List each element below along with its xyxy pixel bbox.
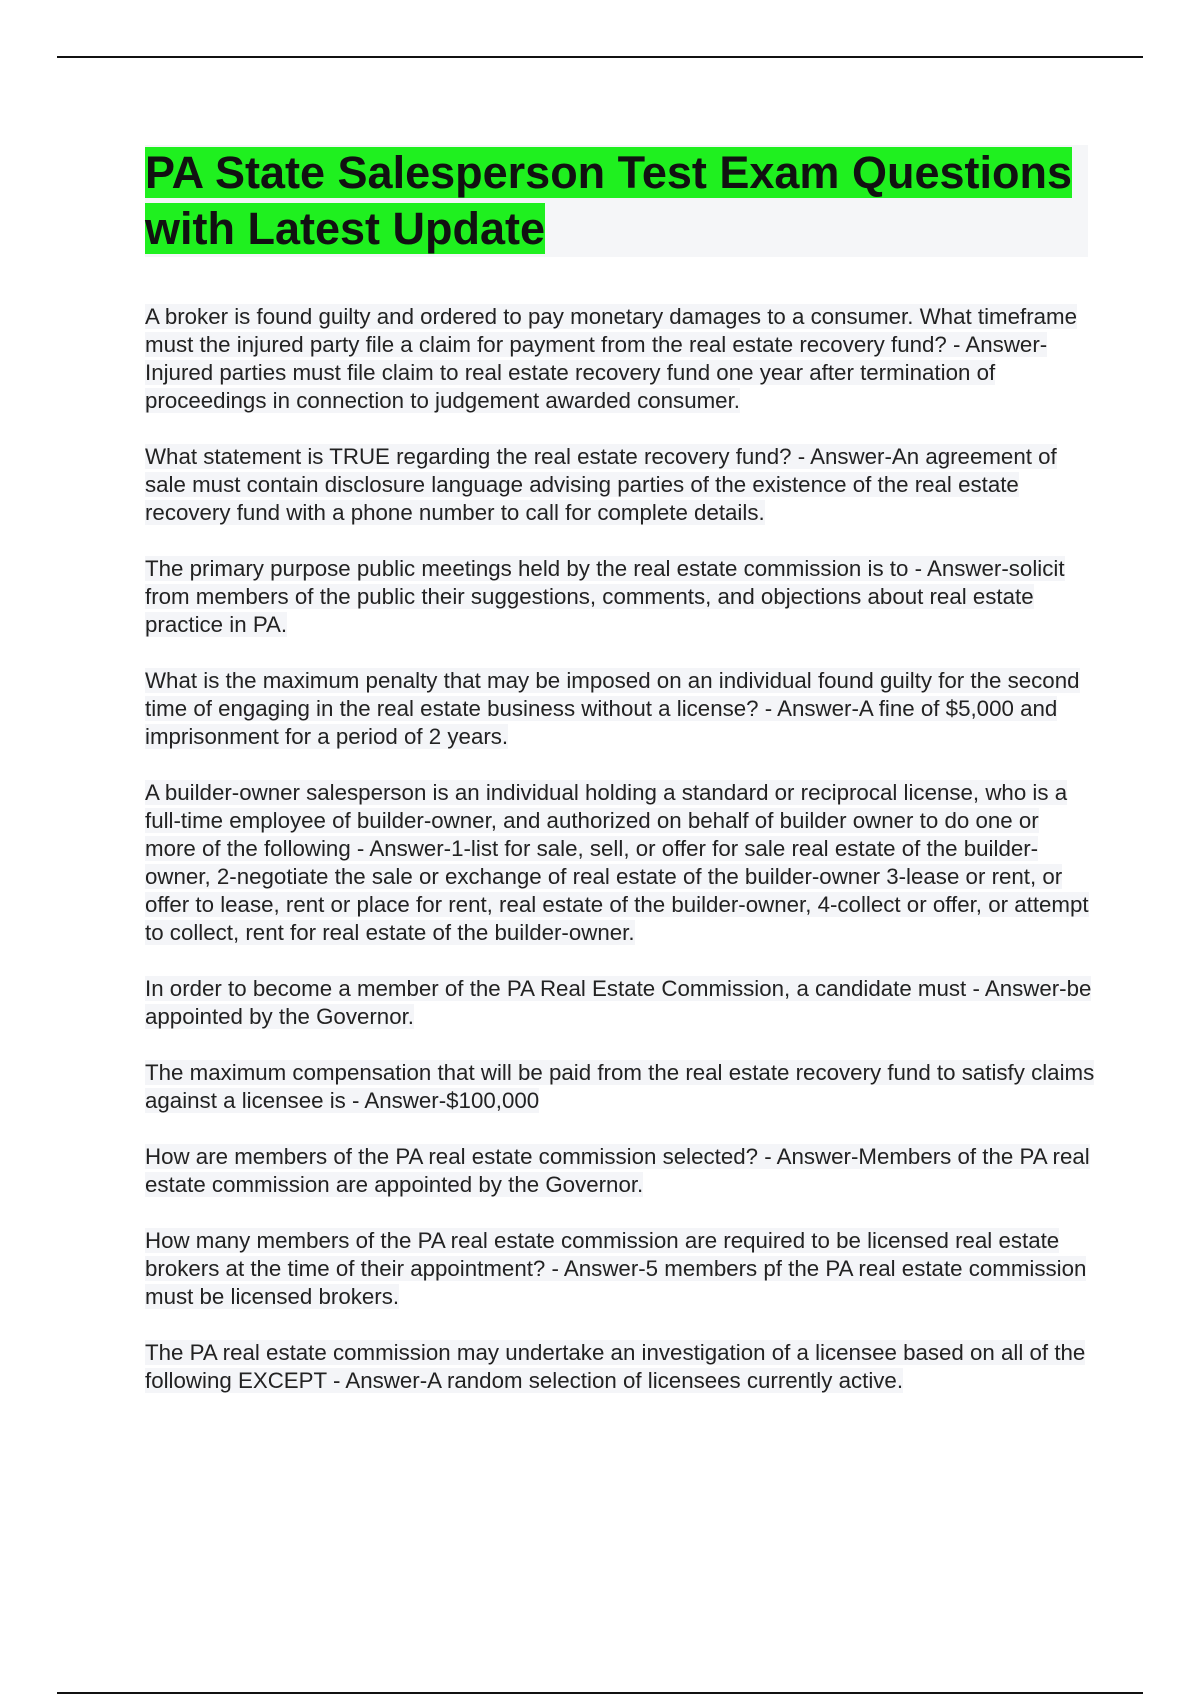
- qa-item: The maximum compensation that will be paid from the real estate recovery fund to satisfy claims against a licensee is - Answer-$100,000: [145, 1060, 1095, 1113]
- qa-item: How many members of the PA real estate commission are required to be licensed real estate brokers at the time of their appointment? - Answer-5 members pf the PA real estate commission must be licensed brokers.: [145, 1228, 1087, 1309]
- qa-item: A builder-owner salesperson is an individual holding a standard or reciprocal license, who is a full-time employee of builder-owner, and authorized on behalf of builder owner to do one or more of the following - Answer-1-list for sale, sell, or offer for sale real estate of the builder-owner, 2-negotiate the sale or exchange of real estate of the builder-owner 3-lease or rent, or offer to lease, rent or place for rent, real estate of the builder-owner, 4-collect or offer, or attempt to collect, rent for real estate of the builder-owner.: [145, 780, 1089, 945]
- qa-item: A broker is found guilty and ordered to pay monetary damages to a consumer. What timeframe must the injured party file a claim for payment from the real estate recovery fund? - Answer-Injured parties must file claim to real estate recovery fund one year after termination of proceedings in connection to judgement awarded consumer.: [145, 304, 1077, 413]
- qa-item: How are members of the PA real estate commission selected? - Answer-Members of the PA real estate commission are appointed by the Governor.: [145, 1144, 1090, 1197]
- qa-item: The PA real estate commission may undertake an investigation of a licensee based on all of the following EXCEPT - Answer-A random selection of licensees currently active.: [145, 1340, 1086, 1393]
- title-highlight: PA State Salesperson Test Exam Questions with Latest Update: [145, 147, 1072, 254]
- qa-item: What is the maximum penalty that may be imposed on an individual found guilty for the second time of engaging in the real estate business without a license? - Answer-A fine of $5,000 and imprisonment for a period of 2 years.: [145, 668, 1080, 749]
- top-rule: [57, 56, 1143, 58]
- qa-item: What statement is TRUE regarding the real estate recovery fund? - Answer-An agreement of sale must contain disclosure language advising parties of the existence of the real estate recovery fund with a phone number to call for complete details.: [145, 444, 1057, 525]
- qa-list: [145, 303, 1095, 1423]
- title-block: [145, 145, 1088, 257]
- qa-item: In order to become a member of the PA Real Estate Commission, a candidate must - Answer-be appointed by the Governor.: [145, 976, 1092, 1029]
- page-title: [145, 145, 1088, 257]
- qa-item: The primary purpose public meetings held by the real estate commission is to - Answer-solicit from members of the public their suggestions, comments, and objections about real estate practice in PA.: [145, 556, 1065, 637]
- bottom-rule: [57, 1692, 1143, 1694]
